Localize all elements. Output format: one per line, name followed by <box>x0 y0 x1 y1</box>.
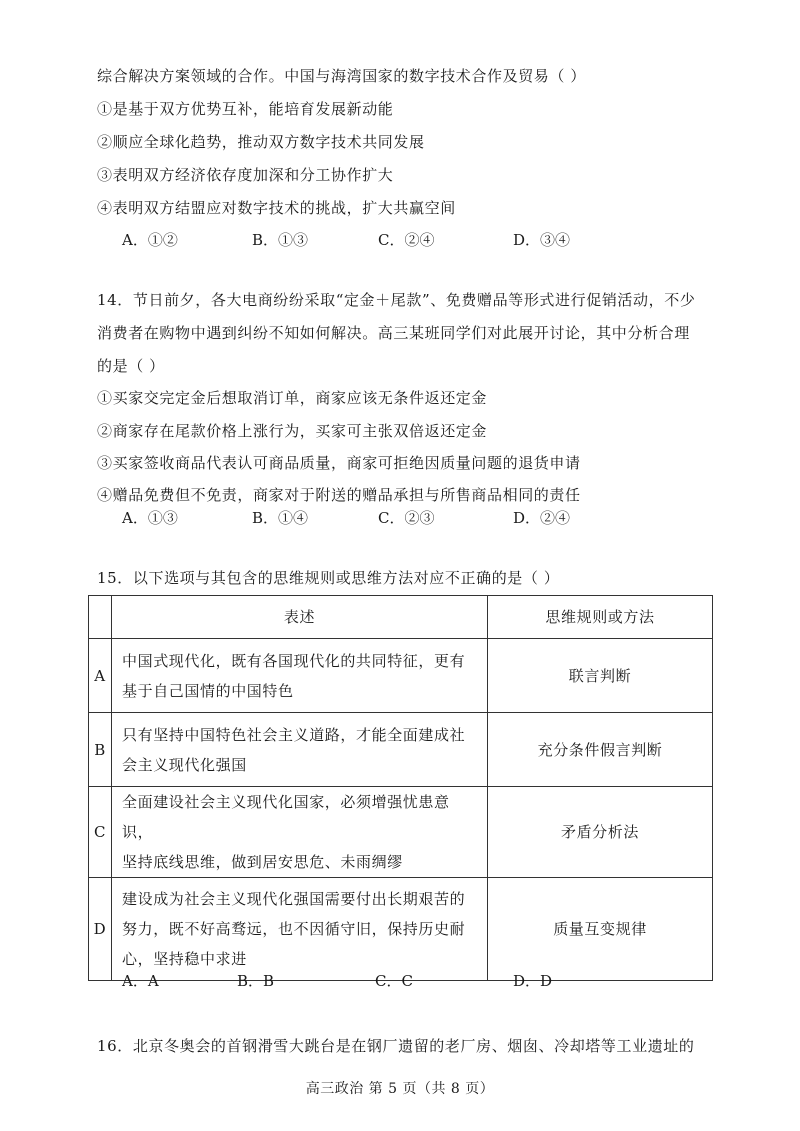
q14-option-a: A．①③ <box>122 509 178 527</box>
q14-stem-line-1: 14．节日前夕，各大电商纷纷采取“定金＋尾款”、免费赠品等形式进行促销活动，不少 <box>97 291 696 309</box>
q15-row-d-desc <box>112 878 488 981</box>
q14-stem-line-2: 消费者在购物中遇到纠纷不知如何解决。高三某班同学们对此展开讨论，其中分析合理 <box>97 324 690 342</box>
q15-row-a-desc-line-2: 基于自己国情的中国特色 <box>122 681 294 700</box>
q15-row-b-desc <box>112 713 488 787</box>
q15-header-method: 思维规则或方法 <box>488 596 713 639</box>
q15-row-d-method: 质量互变规律 <box>488 878 713 981</box>
q15-row-b-method: 充分条件假言判断 <box>488 713 713 787</box>
q13-option-b: B．①③ <box>252 231 309 249</box>
q15-row-d-key: D <box>89 878 112 981</box>
q14-option-d: D．②④ <box>513 509 571 527</box>
q15-option-c: C．C <box>375 972 413 990</box>
q14-statement-3: ③买家签收商品代表认可商品质量，商家可拒绝因质量问题的退货申请 <box>97 454 581 472</box>
table-row <box>89 713 713 787</box>
q15-row-d-desc-line-2: 努力，既不好高骛远，也不因循守旧，保持历史耐 <box>122 920 466 938</box>
q15-option-a: A．A <box>122 972 159 990</box>
q15-stem: 15．以下选项与其包含的思维规则或思维方法对应不正确的是（ ） <box>97 569 560 587</box>
q15-row-d-desc-line-3: 心，坚持稳中求进 <box>122 950 247 968</box>
q15-row-a-desc <box>112 639 488 713</box>
q13-statement-3: ③表明双方经济依存度加深和分工协作扩大 <box>97 166 394 184</box>
q15-row-c-key: C <box>89 787 112 878</box>
q15-row-a-key: A <box>89 639 112 713</box>
q13-statement-2: ②顺应全球化趋势，推动双方数字技术共同发展 <box>97 133 425 151</box>
q13-statement-4: ④表明双方结盟应对数字技术的挑战，扩大共赢空间 <box>97 199 456 217</box>
q14-stem-line-3: 的是（ ） <box>97 357 165 375</box>
q15-row-a-desc-line-1: 中国式现代化，既有各国现代化的共同特征，更有 <box>122 651 466 670</box>
q15-header-desc: 表述 <box>112 596 488 639</box>
q13-option-a: A．①② <box>122 231 178 249</box>
q14-statement-2: ②商家存在尾款价格上涨行为，买家可主张双倍返还定金 <box>97 422 488 440</box>
q13-option-d: D．③④ <box>513 231 571 249</box>
q15-option-d: D．D <box>513 972 553 990</box>
q15-option-b: B．B <box>237 972 275 990</box>
q15-row-b-desc-line-1: 只有坚持中国特色社会主义道路，才能全面建成社 <box>122 725 466 744</box>
q13-option-c: C．②④ <box>378 231 435 249</box>
q15-row-c-desc <box>112 787 488 878</box>
q15-row-c-method: 矛盾分析法 <box>488 787 713 878</box>
table-row <box>89 639 713 713</box>
q13-statement-1: ①是基于双方优势互补，能培育发展新动能 <box>97 100 394 118</box>
q15-row-d-desc-line-1: 建设成为社会主义现代化强国需要付出长期艰苦的 <box>122 890 466 908</box>
table-row <box>89 787 713 878</box>
q15-row-a-method: 联言判断 <box>488 639 713 713</box>
q14-statement-1: ①买家交完定金后想取消订单，商家应该无条件返还定金 <box>97 389 488 407</box>
q15-table <box>88 595 713 981</box>
q14-option-c: C．②③ <box>378 509 435 527</box>
q15-row-b-desc-line-2: 会主义现代化强国 <box>122 755 247 774</box>
q16-stem: 16．北京冬奥会的首钢滑雪大跳台是在钢厂遗留的老厂房、烟囱、冷却塔等工业遗址的 <box>97 1037 695 1055</box>
q15-header-key <box>89 596 112 639</box>
q14-option-b: B．①④ <box>252 509 309 527</box>
page-footer: 高三政治 第 5 页（共 8 页） <box>305 1081 495 1097</box>
q15-table-header-row <box>89 596 713 639</box>
table-row <box>89 878 713 981</box>
q14-statement-4: ④赠品免费但不免责，商家对于附送的赠品承担与所售商品相同的责任 <box>97 486 581 504</box>
q15-row-b-key: B <box>89 713 112 787</box>
q15-row-c-desc-line-2: 坚持底线思维，做到居安思危、未雨绸缪 <box>122 853 403 871</box>
q15-row-c-desc-line-1: 全面建设社会主义现代化国家，必须增强忧患意识， <box>122 793 450 841</box>
q13-intro: 综合解决方案领域的合作。中国与海湾国家的数字技术合作及贸易（ ） <box>97 67 586 85</box>
